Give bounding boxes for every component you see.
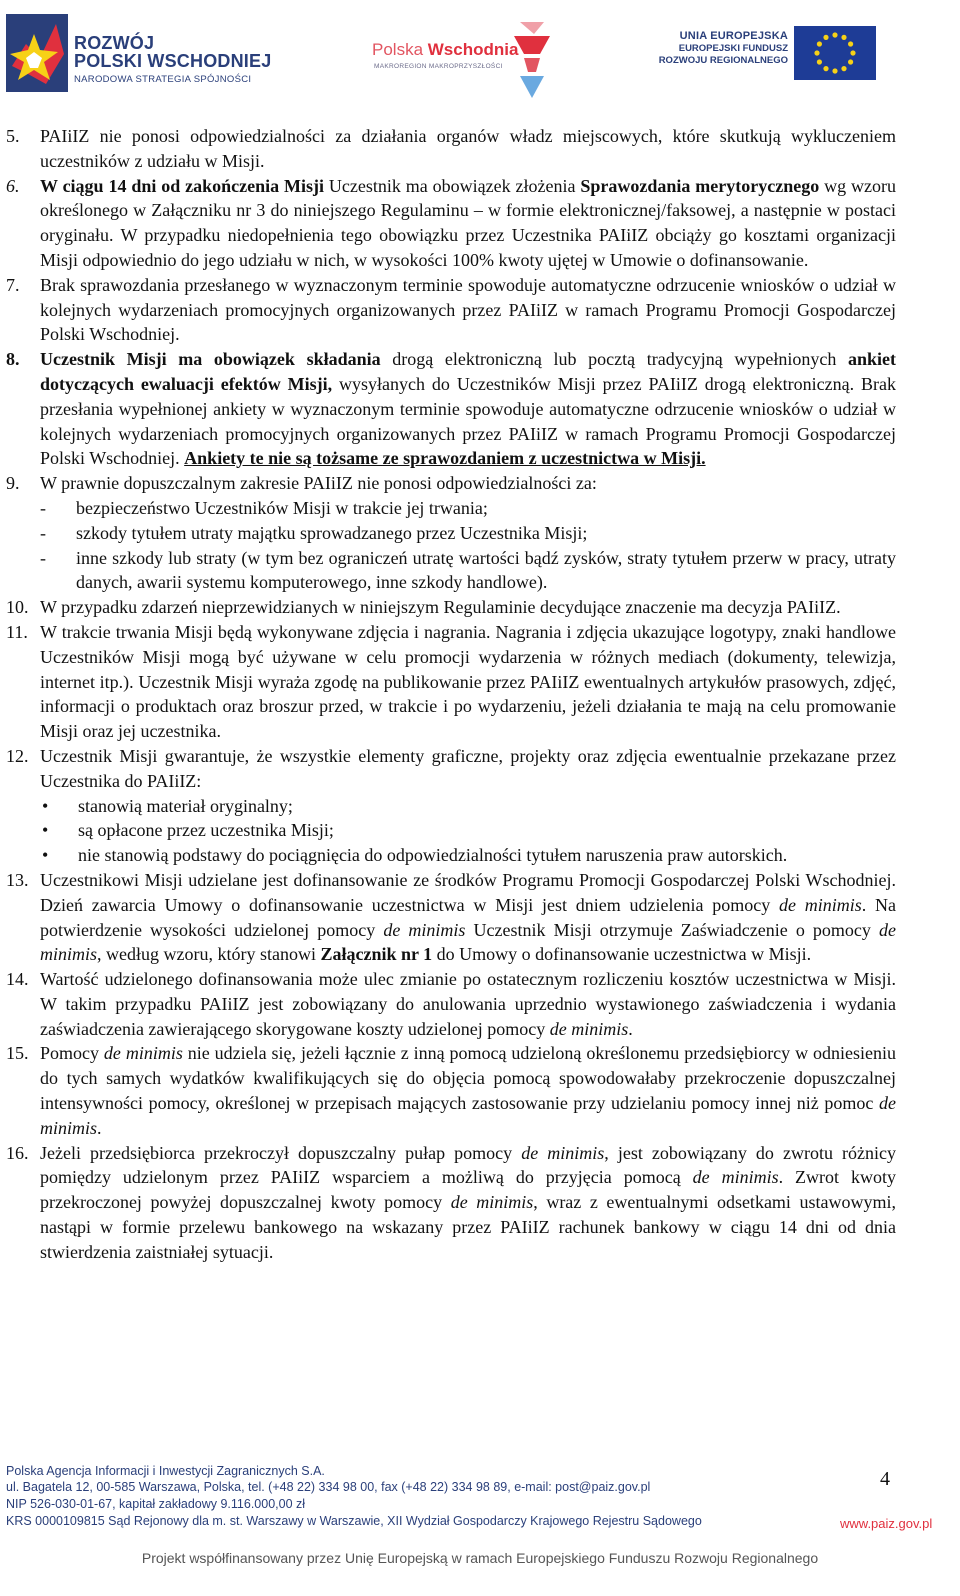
item-number: 12. <box>6 745 29 766</box>
item-text <box>40 1141 896 1265</box>
ue-logo-line1: UNIA EUROPEJSKA <box>679 30 788 42</box>
item-text: PAIiIZ nie ponosi odpowiedzialności za działania organów władz miejscowych, które skutkują wykluczeniem uczestników z udziału w Misji. <box>40 126 896 171</box>
sub-item-text: szkody tytułem utraty majątku sprowadzanego przez Uczestnika Misji; <box>76 522 588 543</box>
sub-item-text: są opłacone przez uczestnika Misji; <box>78 820 334 841</box>
item-text-part: Uczestnik ma obowiązek złożenia <box>324 175 581 196</box>
item-text-bold: Uczestnik Misji ma obowiązek składania <box>40 349 381 370</box>
item-text-part: . <box>97 1117 102 1138</box>
item-text-intro: W prawnie dopuszczalnym zakresie PAIiIZ nie ponosi odpowiedzialności za: <box>40 473 597 494</box>
item-text-italic: de minimis <box>383 919 466 940</box>
item-text-bold: Sprawozdania merytorycznego <box>580 175 820 196</box>
eu-flag-icon <box>794 26 876 80</box>
ue-logo-line2: EUROPEJSKI FUNDUSZ <box>678 43 788 54</box>
sub-item <box>40 843 896 868</box>
sub-item <box>40 496 896 521</box>
item-text-bold: ankiet dotyczących ewaluacji efektów Misji, <box>40 349 896 394</box>
item-text-part: Pomocy <box>40 1043 104 1064</box>
item-text-bold: Załącznik nr 1 <box>320 944 433 965</box>
sub-item-text: bezpieczeństwo Uczestników Misji w trakcie jej trwania; <box>76 497 488 518</box>
unia-europejska-logo <box>648 26 888 86</box>
footer-nip: NIP 526-030-01-67, kapitał zakładowy 9.116.000,00 zł <box>6 1497 306 1511</box>
rozwoj-logo-title <box>74 34 271 70</box>
footer-project-note: Projekt współfinansowany przez Unię Europejską w ramach Europejskiego Funduszu Rozwoju Regionalnego <box>141 1550 819 1566</box>
item-text-italic: de minimis <box>450 1192 534 1213</box>
item-text-italic: de minimis <box>103 1043 183 1064</box>
sub-item-text: stanowią materiał oryginalny; <box>78 795 293 816</box>
list-item <box>6 1141 896 1265</box>
rozwoj-logo-line2: POLSKI WSCHODNIEJ <box>74 51 272 71</box>
item-text-part: wg wzoru określonego w Załączniku nr 3 do niniejszego Regulaminu – w formie elektronicznej/faksowej, a następnie w postaci oryginału. <box>40 175 896 246</box>
pw-logo-title-b: Wschodnia <box>427 40 519 59</box>
list-item <box>6 744 896 868</box>
ue-logo-line3: ROZWOJU REGIONALNEGO <box>658 55 788 66</box>
item-text: W przypadku zdarzeń nieprzewidzianych w niniejszym Regulaminie decydujące znaczenie ma decyzja PAIiIZ. <box>40 597 841 618</box>
item-text-italic: de minimis <box>40 1093 896 1138</box>
pw-logo-title <box>372 40 518 60</box>
rozwoj-logo-line1: ROZWÓJ <box>74 33 155 53</box>
item-number: 6. <box>6 175 20 196</box>
item-number: 16. <box>6 1142 29 1163</box>
list-item <box>6 471 896 595</box>
item-number: 5. <box>6 126 20 146</box>
item-text-part: Wartość udzielonego dofinansowania może ulec zmianie po ostatecznym rozliczeniu kosztów uczestnictwa w Misji. W takim przypadku PAIiIZ jest zobowiązany do anulowania uprzednio wystawionego zaświadczenia i wydania zaświadczenia zawierającego skorygowane koszty udzielonej pomocy <box>40 969 896 1039</box>
item-text-part: W przypadku niedopełnienia tego obowiązku przez Uczestnika PAIiIZ obciąży go kosztami organizacji Misji odpowiednio do jego udziału w nich, w wysokości 100% kwoty ujętej w Umowie o dofinansowanie. <box>40 225 896 270</box>
item-text-italic: de minimis <box>40 919 897 965</box>
item-number: 15. <box>6 1043 29 1064</box>
item-text-part: drogą elektroniczną lub pocztą tradycyjną wypełnionych <box>380 349 848 370</box>
polska-wschodnia-logo <box>372 18 552 98</box>
dash-marker: - <box>40 497 46 518</box>
item-number: 14. <box>6 969 29 990</box>
list-item <box>6 868 896 967</box>
rozwoj-polski-wschodniej-logo <box>6 14 296 94</box>
item-text-part: do Umowy o dofinansowanie uczestnictwa w Misji. <box>432 944 812 965</box>
regulation-text <box>6 124 896 1265</box>
item-text <box>40 744 896 868</box>
item-number: 11. <box>6 621 28 642</box>
list-item <box>6 967 896 1041</box>
item-text: Brak sprawozdania przesłanego w wyznaczonym terminie spowoduje automatyczne odrzucenie wniosków o udział w kolejnych wydarzeniach promocyjnych organizowanych przez PAIiIZ w ramach Programu Promocji Gospodarczej Polski Wschodniej. <box>40 274 896 345</box>
item-text <box>40 471 896 595</box>
list-item <box>6 124 896 174</box>
item-text-part: Uczestnik Misji otrzymuje Zaświadczenie o pomocy <box>465 919 880 940</box>
item-text-part: nie udziela się, jeżeli łącznie z inną pomocą udzieloną określonemu przedsiębiorcy w odniesieniu do tych samych wydatków kwalifikujących się do objęcia pomocą spowodowałaby przekroczenie dopuszczalnej intensywności pomocy, określonej w przepisach mających zastosowanie przy udzielaniu pomocy innej niż pomoc <box>40 1043 896 1114</box>
item-text <box>40 1041 896 1140</box>
footer-company: Polska Agencja Informacji i Inwestycji Zagranicznych S.A. <box>6 1464 325 1478</box>
list-item <box>6 1041 896 1140</box>
sub-item-text: nie stanowią podstawy do pociągnięcia do odpowiedzialności tytułem naruszenia praw autorskich. <box>78 845 788 866</box>
dash-marker: - <box>40 547 46 568</box>
item-text-part: . <box>628 1018 633 1039</box>
sub-item-text: inne szkody lub straty (w tym bez ograniczeń utratę wartości bądź zysków, straty tytułem przerw w pracy, utraty danych, awarii systemu komputerowego, inne szkody handlowe). <box>76 547 896 593</box>
page-number: 4 <box>880 1468 890 1490</box>
item-text-part: , według wzoru, który stanowi <box>97 944 321 965</box>
page-header <box>0 0 960 110</box>
item-text <box>40 174 896 273</box>
pw-arrow-icon <box>510 18 554 100</box>
item-text-bold-underlined: Ankiety te nie są tożsame ze sprawozdaniem z uczestnictwa w Misji. <box>184 448 706 469</box>
bullet-marker: • <box>42 845 49 866</box>
item-number: 8. <box>6 349 20 370</box>
list-item <box>6 273 896 347</box>
sub-item <box>40 546 896 596</box>
sub-item <box>40 521 896 546</box>
item-text-part: Uczestnikowi Misji udzielane jest dofinansowanie ze środków Programu Promocji Gospodarczej Polski Wschodniej. Dzień zawarcia Umowy o dofinansowanie uczestnictwa w Misji jest dniem udzielenia pomocy <box>40 869 896 915</box>
item-number: 7. <box>6 274 20 295</box>
footer-krs: KRS 0000109815 Sąd Rejonowy dla m. st. Warszawy w Warszawie, XII Wydział Gospodarczy Krajowego Rejestru Sądowego <box>6 1514 702 1528</box>
item-text-part: . Zwrot kwoty przekroczonej powyżej dopuszczalnej kwoty pomocy <box>40 1167 897 1213</box>
item-text-intro: Uczestnik Misji gwarantuje, że wszystkie elementy graficzne, projekty oraz zdjęcia ewentualnie przekazane przez Uczestnika do PAIiIZ: <box>40 745 896 791</box>
list-item <box>6 595 896 620</box>
rozwoj-star-icon <box>6 14 68 92</box>
item-text: W trakcie trwania Misji będą wykonywane zdjęcia i nagrania. Nagrania i zdjęcia ukazujące logotypy, znaki handlowe Uczestników Misji mogą być używane w celu promocji wydarzenia w różnych mediach (dokumenty, telewizja, internet itp.). Uczestnik Misji wyraża zgodę na publikowanie przez PAIiIZ ewentualnych artykułów prasowych, zdjęć, informacji o produktach oraz broszur przed, w trakcie i po wydarzeniu, jeżeli działania te mają na celu promowanie Misji oraz jej uczestnika. <box>40 621 896 742</box>
pw-logo-title-a: Polska <box>372 40 428 59</box>
ue-logo-text <box>648 29 788 67</box>
sub-item <box>40 818 896 843</box>
page-footer <box>0 1464 960 1596</box>
list-item <box>6 174 896 273</box>
item-number: 10. <box>6 597 29 618</box>
item-text-part: , wraz z ewentualnymi odsetkami ustawowymi, nastąpi w formie przelewu bankowego na wskazany przez PAIiIZ rachunek bankowy w ciągu 14 dni od dnia stwierdzenia zaistniałej sytuacji. <box>40 1192 896 1262</box>
item-text-italic: de minimis <box>692 1167 779 1188</box>
footer-address: ul. Bagatela 12, 00-585 Warszawa, Polska, tel. (+48 22) 334 98 00, fax (+48 22) 334 98 89, e-mail: post@paiz.gov.pl <box>6 1480 651 1494</box>
item-text-italic: de minimis <box>778 894 862 915</box>
item-number: 9. <box>6 473 20 494</box>
item-text-italic: de minimis <box>521 1142 605 1163</box>
rozwoj-logo-subtitle: NARODOWA STRATEGIA SPÓJNOŚCI <box>74 74 252 85</box>
item-text <box>40 868 896 967</box>
item-text-part: Jeżeli przedsiębiorca przekroczył dopuszczalny pułap pomocy <box>40 1142 522 1163</box>
item-text-part: , jest zobowiązany do zwrotu różnicy pomiędzy udzielonym przez PAIiIZ wsparciem a możliwą do przyjęcia pomocą <box>40 1142 896 1188</box>
bullet-marker: • <box>42 795 49 816</box>
item-text-bold: W ciągu 14 dni od zakończenia Misji <box>40 175 325 196</box>
item-text-italic: de minimis <box>549 1018 629 1039</box>
list-item <box>6 620 896 744</box>
list-item <box>6 347 896 471</box>
sub-item <box>40 794 896 819</box>
bullet-marker: • <box>42 820 49 841</box>
item-text-part: . Na potwierdzenie wysokości udzielonej pomocy <box>40 894 896 940</box>
item-text <box>40 967 896 1041</box>
pw-logo-subtitle: MAKROREGION MAKROPRZYSZŁOŚCI <box>374 63 503 70</box>
footer-website-link[interactable]: www.paiz.gov.pl <box>840 1516 933 1531</box>
item-number: 13. <box>6 869 29 890</box>
item-text <box>40 347 896 471</box>
item-text-part: wysyłanych do Uczestników Misji przez PAIiIZ drogą elektroniczną. Brak przesłania wypełnionej ankiety w wyznaczonym terminie spowoduje automatyczne odrzucenie wniosków o udział w kolejnych wydarzeniach promocyjnych organizowanych przez PAIiIZ w ramach Programu Promocji Gospodarczej Polski Wschodniej. <box>40 373 896 469</box>
dash-marker: - <box>40 522 46 543</box>
